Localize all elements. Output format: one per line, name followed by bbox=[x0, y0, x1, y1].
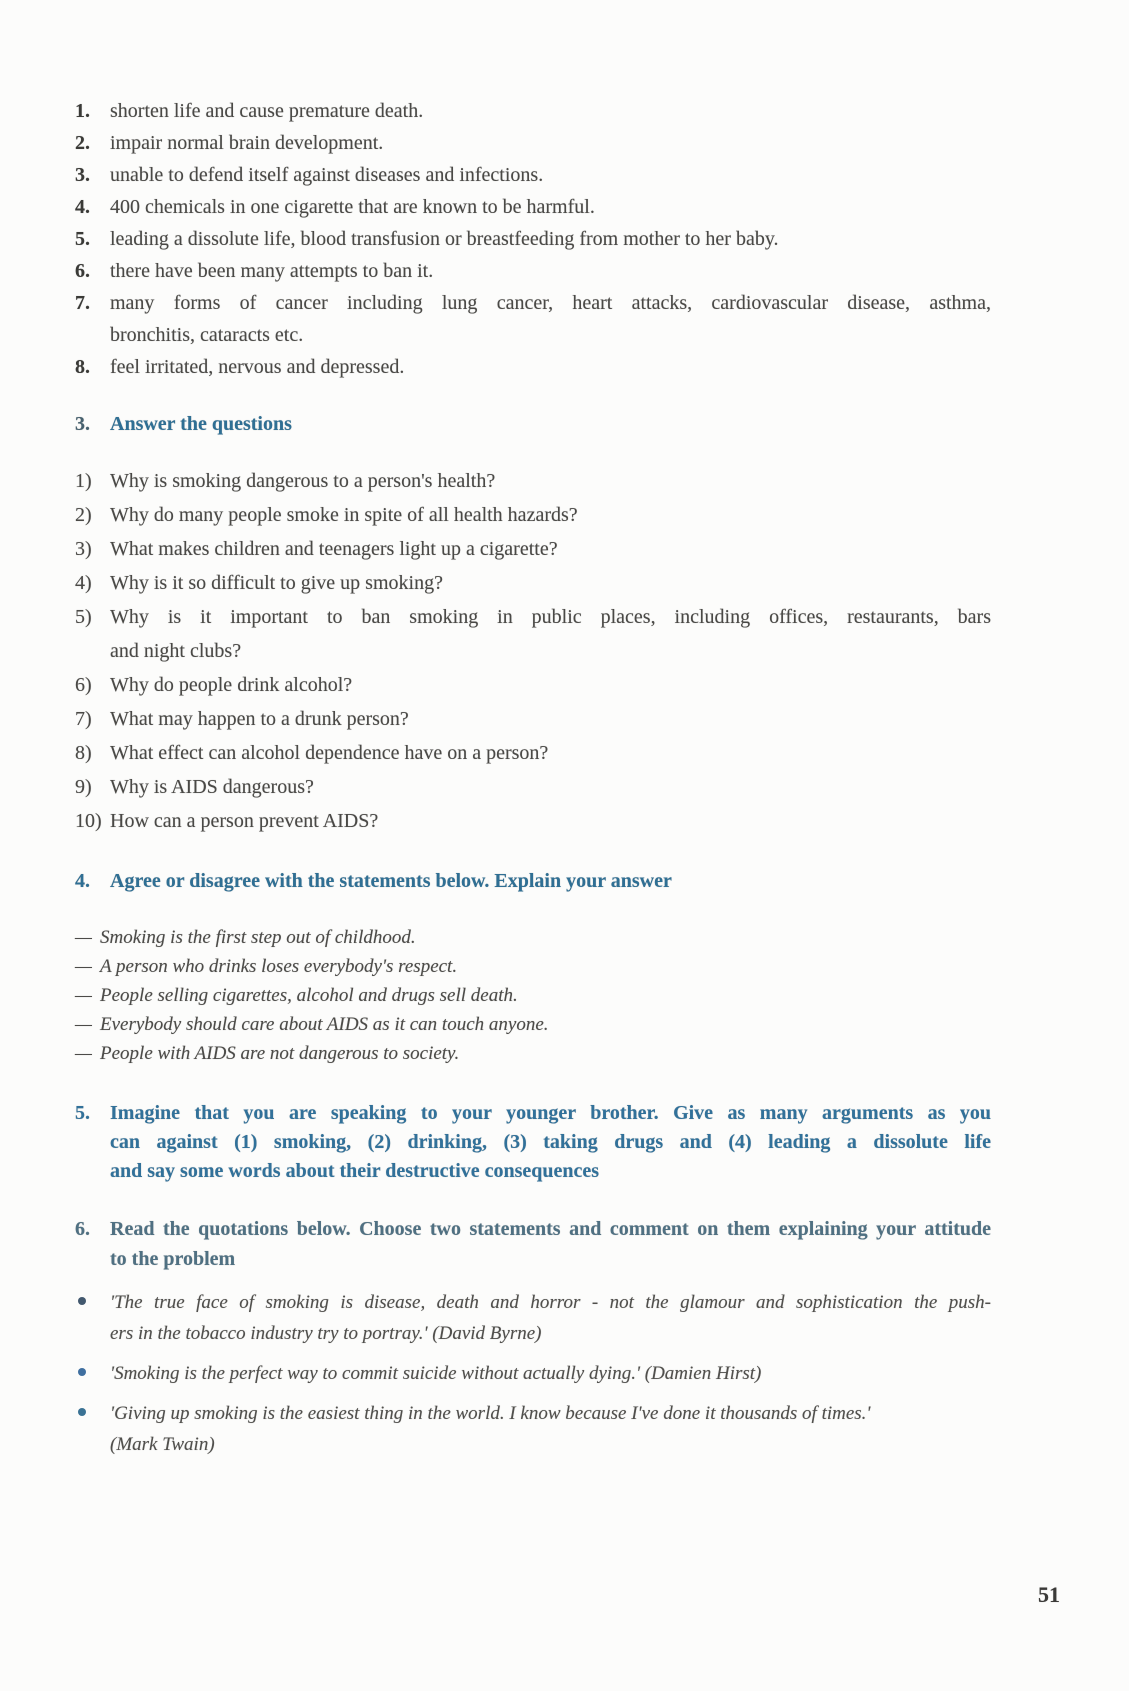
section-heading-agree-disagree bbox=[75, 866, 991, 896]
question-number: 3) bbox=[75, 538, 92, 560]
question-item bbox=[75, 566, 991, 600]
section-title-line: to the problem bbox=[110, 1248, 236, 1270]
quotation-item bbox=[75, 1358, 991, 1389]
statement-text: Everybody should care about AIDS as it can touch anyone. bbox=[100, 1014, 549, 1035]
question-item bbox=[75, 736, 991, 770]
question-item bbox=[75, 532, 991, 566]
section-title: Answer the questions bbox=[110, 413, 292, 435]
section-number: 6. bbox=[75, 1218, 90, 1240]
bullet-icon bbox=[75, 1287, 110, 1318]
section-title-line: can against (1) smoking, (2) drinking, (3) taking drugs and (4) leading a dissolute life bbox=[110, 1131, 991, 1153]
section-title bbox=[110, 1214, 991, 1274]
question-number: 9) bbox=[75, 776, 92, 798]
section-number: 5. bbox=[75, 1102, 90, 1124]
question-text: Why do many people smoke in spite of all health hazards? bbox=[110, 504, 578, 526]
section-title: Agree or disagree with the statements below. Explain your answer bbox=[110, 870, 672, 892]
page-content bbox=[75, 95, 991, 1469]
dash-icon: — bbox=[75, 1043, 92, 1064]
question-number: 2) bbox=[75, 504, 92, 526]
list-item-number: 2. bbox=[75, 132, 90, 154]
question-text: Why is smoking dangerous to a person's health? bbox=[110, 470, 496, 492]
quotation-text bbox=[110, 1287, 991, 1349]
list-item-number: 6. bbox=[75, 260, 90, 282]
quotation-text: 'Smoking is the perfect way to commit suicide without actually dying.' (Damien Hirst) bbox=[110, 1363, 762, 1384]
fill-in-answers-list bbox=[75, 95, 991, 383]
list-item-number: 4. bbox=[75, 196, 90, 218]
question-item bbox=[75, 498, 991, 532]
section-title-line: Read the quotations below. Choose two statements and comment on them explaining your attitude bbox=[110, 1218, 991, 1240]
section-number: 4. bbox=[75, 870, 90, 892]
quotations-list bbox=[75, 1287, 991, 1460]
question-line: Why is it important to ban smoking in public places, including offices, restaurants, bars bbox=[110, 606, 991, 628]
question-text: What makes children and teenagers light up a cigarette? bbox=[110, 538, 558, 560]
list-item-text: 400 chemicals in one cigarette that are known to be harmful. bbox=[110, 196, 595, 218]
list-item-number: 7. bbox=[75, 292, 90, 314]
list-item-text: there have been many attempts to ban it. bbox=[110, 260, 434, 282]
question-text: Why is it so difficult to give up smoking? bbox=[110, 572, 443, 594]
statement-text: People with AIDS are not dangerous to society. bbox=[100, 1043, 460, 1064]
question-number: 8) bbox=[75, 742, 92, 764]
statements-list bbox=[75, 923, 991, 1068]
bullet-icon bbox=[75, 1398, 110, 1429]
statement-item bbox=[75, 981, 991, 1010]
bullet-icon bbox=[75, 1358, 110, 1389]
list-item-number: 5. bbox=[75, 228, 90, 250]
quotation-item bbox=[75, 1398, 991, 1460]
list-item-number: 1. bbox=[75, 100, 90, 122]
list-item-number: 8. bbox=[75, 356, 90, 378]
question-item bbox=[75, 600, 991, 668]
list-item-text: impair normal brain development. bbox=[110, 132, 384, 154]
quotation-item bbox=[75, 1287, 991, 1349]
list-item-text: shorten life and cause premature death. bbox=[110, 100, 424, 122]
dash-icon: — bbox=[75, 1014, 92, 1035]
quotation-line: 'The true face of smoking is disease, death and horror - not the glamour and sophistication the push- bbox=[110, 1292, 991, 1313]
page-number: 51 bbox=[1038, 1582, 1060, 1607]
question-number: 4) bbox=[75, 572, 92, 594]
quotation-line: ers in the tobacco industry try to portray.' (David Byrne) bbox=[110, 1323, 542, 1344]
statement-item bbox=[75, 1010, 991, 1039]
dash-icon: — bbox=[75, 985, 92, 1006]
question-number: 6) bbox=[75, 674, 92, 696]
statement-item bbox=[75, 923, 991, 952]
list-item-text: leading a dissolute life, blood transfusion or breastfeeding from mother to her baby. bbox=[110, 228, 779, 250]
section-heading-read-quotations bbox=[75, 1214, 991, 1274]
list-item bbox=[75, 191, 991, 223]
list-item-text bbox=[110, 287, 991, 351]
question-number: 10) bbox=[75, 810, 102, 832]
question-item bbox=[75, 804, 991, 838]
section-title-line: Imagine that you are speaking to your younger brother. Give as many arguments as you bbox=[110, 1102, 991, 1124]
list-item-text: unable to defend itself against diseases and infections. bbox=[110, 164, 544, 186]
question-text: Why is AIDS dangerous? bbox=[110, 776, 314, 798]
question-text bbox=[110, 600, 991, 668]
statement-text: A person who drinks loses everybody's respect. bbox=[100, 956, 458, 977]
list-item bbox=[75, 287, 991, 351]
section-title-line: and say some words about their destructive consequences bbox=[110, 1160, 600, 1182]
list-item-text: feel irritated, nervous and depressed. bbox=[110, 356, 405, 378]
section-number: 3. bbox=[75, 413, 90, 435]
list-item bbox=[75, 127, 991, 159]
question-text: What may happen to a drunk person? bbox=[110, 708, 409, 730]
quotation-line: (Mark Twain) bbox=[110, 1434, 215, 1455]
section-title bbox=[110, 1099, 991, 1186]
quotation-text bbox=[110, 1398, 991, 1460]
question-text: Why do people drink alcohol? bbox=[110, 674, 353, 696]
section-heading-imagine-brother bbox=[75, 1099, 991, 1186]
list-item bbox=[75, 351, 991, 383]
statement-item bbox=[75, 1039, 991, 1068]
list-item bbox=[75, 255, 991, 287]
list-item-line: bronchitis, cataracts etc. bbox=[110, 324, 304, 346]
question-item bbox=[75, 668, 991, 702]
question-text: What effect can alcohol dependence have on a person? bbox=[110, 742, 549, 764]
question-number: 5) bbox=[75, 606, 92, 628]
question-item bbox=[75, 464, 991, 498]
statement-item bbox=[75, 952, 991, 981]
list-item-line: many forms of cancer including lung cancer, heart attacks, cardiovascular disease, asthma, bbox=[110, 292, 991, 314]
statement-text: Smoking is the first step out of childhood. bbox=[100, 927, 416, 948]
list-item bbox=[75, 159, 991, 191]
question-number: 7) bbox=[75, 708, 92, 730]
list-item bbox=[75, 223, 991, 255]
section-heading-answer-questions bbox=[75, 409, 991, 439]
dash-icon: — bbox=[75, 956, 92, 977]
dash-icon: — bbox=[75, 927, 92, 948]
question-text: How can a person prevent AIDS? bbox=[110, 810, 379, 832]
list-item bbox=[75, 95, 991, 127]
quotation-line: 'Giving up smoking is the easiest thing in the world. I know because I've done it thousands of times.' bbox=[110, 1403, 871, 1424]
questions-list bbox=[75, 464, 991, 838]
list-item-number: 3. bbox=[75, 164, 90, 186]
question-line: and night clubs? bbox=[110, 640, 242, 662]
question-item bbox=[75, 770, 991, 804]
question-number: 1) bbox=[75, 470, 92, 492]
statement-text: People selling cigarettes, alcohol and drugs sell death. bbox=[100, 985, 518, 1006]
question-item bbox=[75, 702, 991, 736]
